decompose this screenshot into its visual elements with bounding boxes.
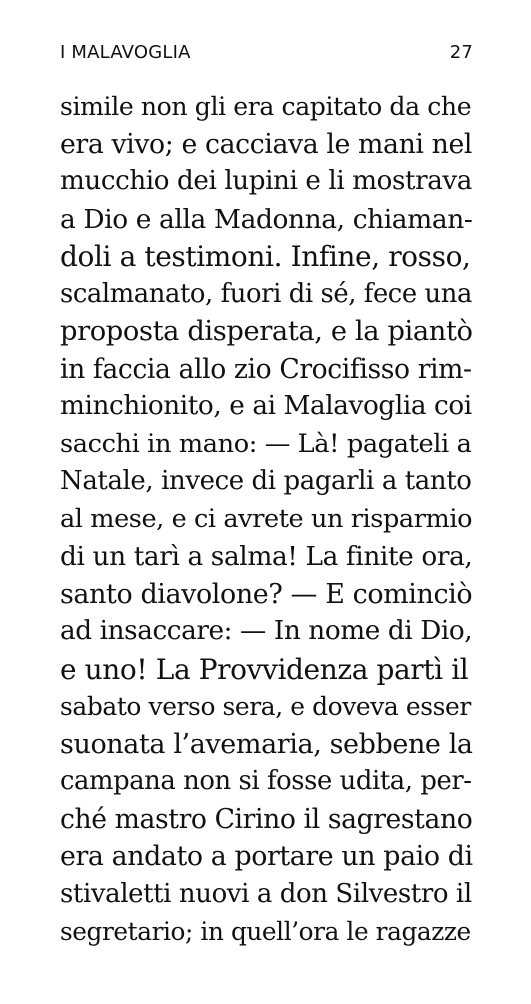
- running-header: [60, 42, 473, 66]
- text-line: suonata l’avemaria, sebbene la: [60, 728, 473, 760]
- text-line: mucchio dei lupini e li mostrava: [60, 166, 472, 196]
- text-line: sabato verso sera, e doveva esser: [60, 692, 471, 721]
- text-line: di un tarì a salma! La finite ora,: [60, 541, 473, 572]
- text-line: ché mastro Cirino il sagrestano: [60, 803, 473, 835]
- text-line: era andato a portare un paio di: [60, 841, 473, 872]
- text-line: proposta disperata, e la piantò: [60, 316, 473, 347]
- text-line: santo diavolone? — E cominciò: [60, 578, 473, 610]
- body-text: [60, 88, 473, 951]
- text-line: scalmanato, fuori di sé, fece una: [60, 278, 472, 309]
- text-line: doli a testimoni. Infine, rosso,: [60, 240, 471, 273]
- text-line: era vivo; e cacciava le mani nel: [60, 128, 473, 160]
- text-line: minchionito, e ai Malavoglia coi: [60, 391, 472, 421]
- text-line: ad insaccare: — In nome di Dio,: [60, 616, 473, 646]
- text-line: Natale, invece di pagarli a tanto: [60, 466, 472, 496]
- text-line: simile non gli era capitato da che: [60, 92, 472, 121]
- text-line: segretario; in quell’ora le ragazze: [60, 917, 471, 946]
- page-number: 27: [449, 42, 473, 63]
- text-line: a Dio e alla Madonna, chiaman-: [60, 203, 473, 235]
- text-line: in faccia allo zio Crocifisso rim-: [60, 353, 472, 385]
- book-title: I MALAVOGLIA: [60, 42, 191, 63]
- text-line: sacchi in mano: — Là! pagateli a: [60, 428, 472, 459]
- text-line: e uno! La Provvidenza partì il: [60, 652, 469, 686]
- text-line: stivaletti nuovi a don Silvestro il: [60, 878, 472, 909]
- text-line: campana non si fosse udita, per-: [60, 766, 472, 796]
- text-line: al mese, e ci avrete un risparmio: [60, 503, 473, 534]
